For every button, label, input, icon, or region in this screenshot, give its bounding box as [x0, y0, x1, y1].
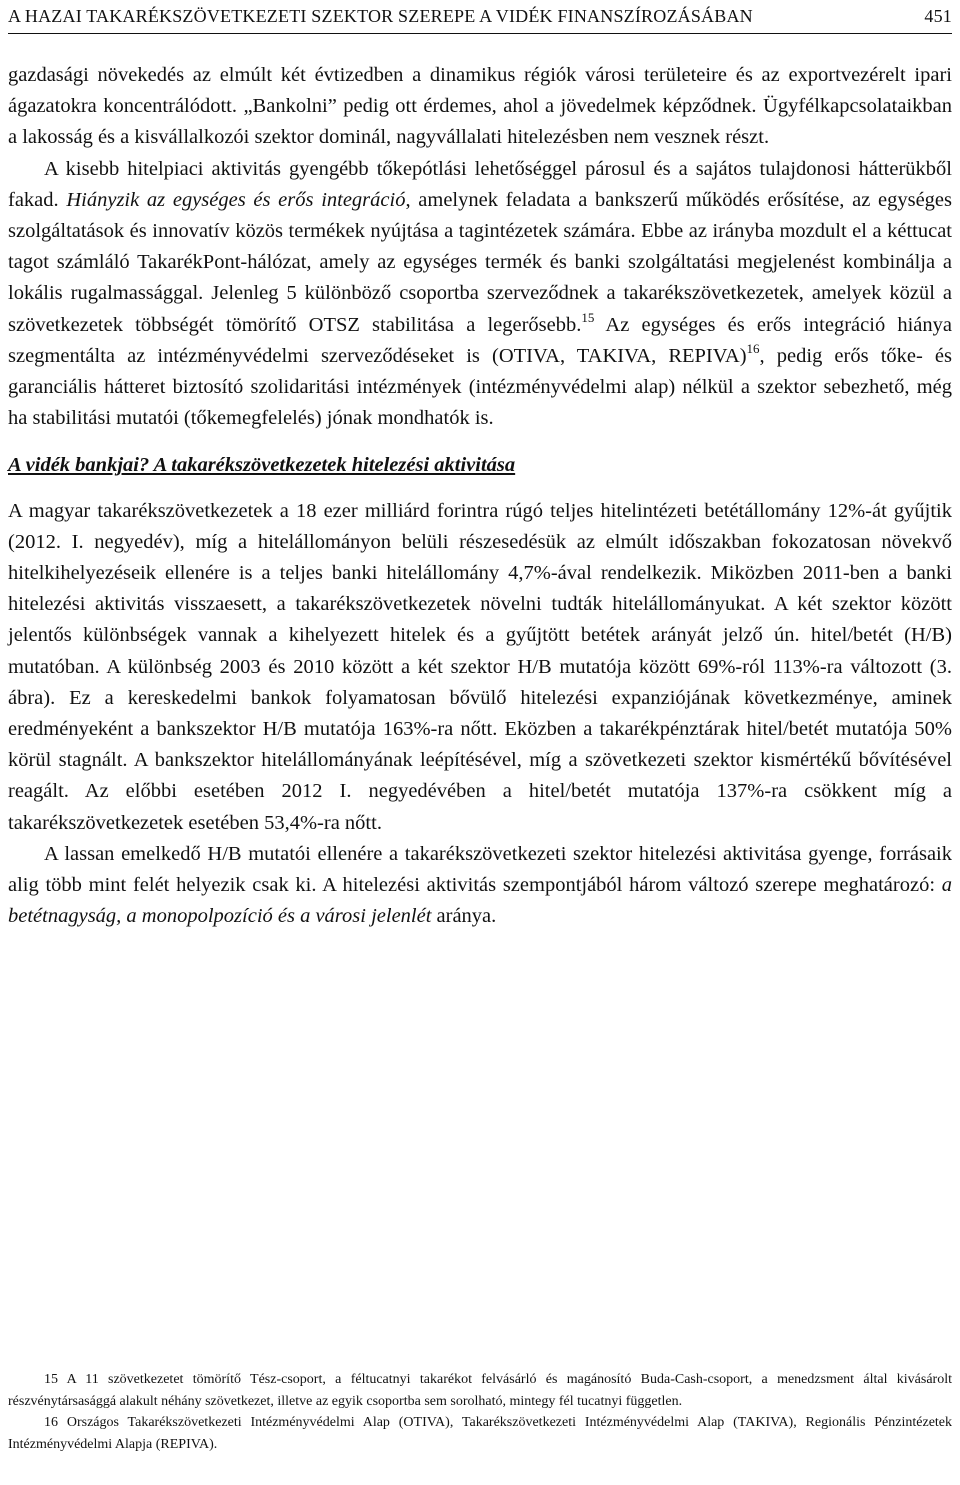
running-title: A HAZAI TAKARÉKSZÖVETKEZETI SZEKTOR SZEREPE A VIDÉK FINANSZÍROZÁSÁBAN [8, 5, 753, 26]
footnote-ref-16[interactable]: 16 [746, 340, 760, 356]
footnote-ref-15[interactable]: 15 [581, 309, 595, 325]
footnote-text: Országos Takarékszövetkezeti Intézményvédelmi Alap (OTIVA), Takarékszövetkezeti Intézményvédelmi Alap (TAKIVA), Regionális Pénzintézetek Intézményvédelmi Alapja (REPIVA). [8, 1415, 953, 1452]
footnote-number: 15 [44, 1372, 58, 1387]
header-rule [8, 33, 952, 34]
document-page [8, 0, 952, 1485]
paragraph-2-text-b: , amelynek feladata a bankszerű működés erősítése, az egységes szolgáltatások és innovatív közös termékek nyújtása a tagintézetek számára. Ebbe az irányba mozdult el a kéttucat tagot számláló TakarékPont-hálózat, amely az egységes termék és banki szolgáltatási megjelenést kombinálja a lokális rugalmassággal. Jelenleg 5 különböző csoportba szerveződnek a takarékszövetkezetek, amelyek közül a szövetkezetek többségét tömörítő OTSZ stabilitása a legerősebb. [8, 188, 952, 336]
paragraph-3-text: A magyar takarékszövetkezetek a 18 ezer milliárd forintra rúgó teljes hitelintézeti betétállomány 12%-át gyűjtik (2012. I. negyedév), míg a hitelállományon belüli részesedésük az elmúlt időszakban fokozatosan növekvő hitelkihelyezéseik ellenére is a teljes banki hitelállomány 4,7%-ával rendelkezik. Miközben 2011-ben a banki hitelezési aktivitás visszaesett, a takarékszövetkezetek növelni tudták hitelállományukat. A két szektor között jelentős különbségek vannak a kihelyezett hitelek és a gyűjtött betétek arányát jelző ún. hitel/betét (H/B) mutatóban. A különbség 2003 és 2010 között a két szektor H/B mutatója között 69%-ról 113%-ra változott (3. ábra). Ez a kereskedelmi bankok folyamatosan bővülő hitelezési expanziójának következménye, aminek eredményeként a bankszektor H/B mutatója 163%-ra nőtt. Eközben a takarékpénztárak hitel/betét mutatója 50% körül stagnált. A bankszektor hitelállományának leépítésével, míg a szövetkezeti szektor kismértékű bővítésével reagált. Az előbbi esetében 2012 I. negyedévében a hitel/betét mutatója 137%-ra csökkent míg a takarékszövetkezetek esetében 53,4%-ra nőtt. [8, 499, 952, 834]
paragraph-4-emphasis: a betétnagyság, a monopolpozíció és a városi jelenlét [8, 874, 952, 928]
footnote-15 [8, 1369, 952, 1412]
paragraph-activity [8, 839, 952, 933]
running-header [8, 4, 952, 28]
footnotes [8, 1369, 952, 1455]
section-heading: A vidék bankjai? A takarékszövetkezetek hitelezési aktivitása [8, 454, 516, 477]
paragraph-2-text-a: A kisebb hitelpiaci aktivitás gyengébb tőkepótlási lehetőséggel párosul és a sajátos tulajdonosi hátterükből fakad. [8, 157, 952, 211]
page-number: 451 [924, 5, 952, 26]
paragraph-1-text: gazdasági növekedés az elmúlt két évtizedben a dinamikus régiók városi területeire és az exportvezérelt ipari ágazatokra koncentrálódott. „Bankolni” pedig ott érdemes, ahol a jövedelmek képződnek. Ügyfélkapcsolataikban a lakosság és a kisvállalkozói szektor dominál, nagyvállalati hitelezésben nem vesznek részt. [8, 64, 952, 149]
paragraph-4-text-a: A lassan emelkedő H/B mutatói ellenére a takarékszövetkezeti szektor hitelezési aktivitása gyenge, forrásaik alig több mint felét helyezik csak ki. A hitelezési aktivitás szempontjából három változó szerepe meghatározó: [8, 842, 952, 897]
paragraph-2-text-c: Az egységes és erős integráció hiánya szegmentálta az intézményvédelmi szerveződéseket is (OTIVA, TAKIVA, REPIVA) [8, 313, 952, 367]
paragraph-lending [8, 496, 952, 839]
paragraph-4-text-b: aránya. [431, 905, 497, 928]
footnote-text: A 11 szövetkezetet tömörítő Tész-csoport, a féltucatnyi takarékot felvásárló és magánosító Buda-Cash-csoport, a menedzsment által kivásárolt részvénytársasággá alakult néhány szövetkezet, illetve az egyik csoportba sem sorolható, mintegy fél tucatnyi független. [8, 1372, 952, 1409]
paragraph-integration [8, 154, 952, 435]
paragraph-continued [8, 60, 952, 154]
paragraph-2-text-d: , pedig erős tőke- és garanciális hátteret biztosító szolidaritási intézmények (intézményvédelmi alap) nélkül a szektor sebezhető, még ha stabilitási mutatói (tőkemegfelelés) jónak mondhatók is. [8, 344, 952, 430]
body-text [8, 60, 952, 932]
footnote-number: 16 [44, 1415, 58, 1430]
footnote-16 [8, 1412, 952, 1455]
paragraph-2-emphasis: Hiányzik az egységes és erős integráció [66, 188, 406, 211]
